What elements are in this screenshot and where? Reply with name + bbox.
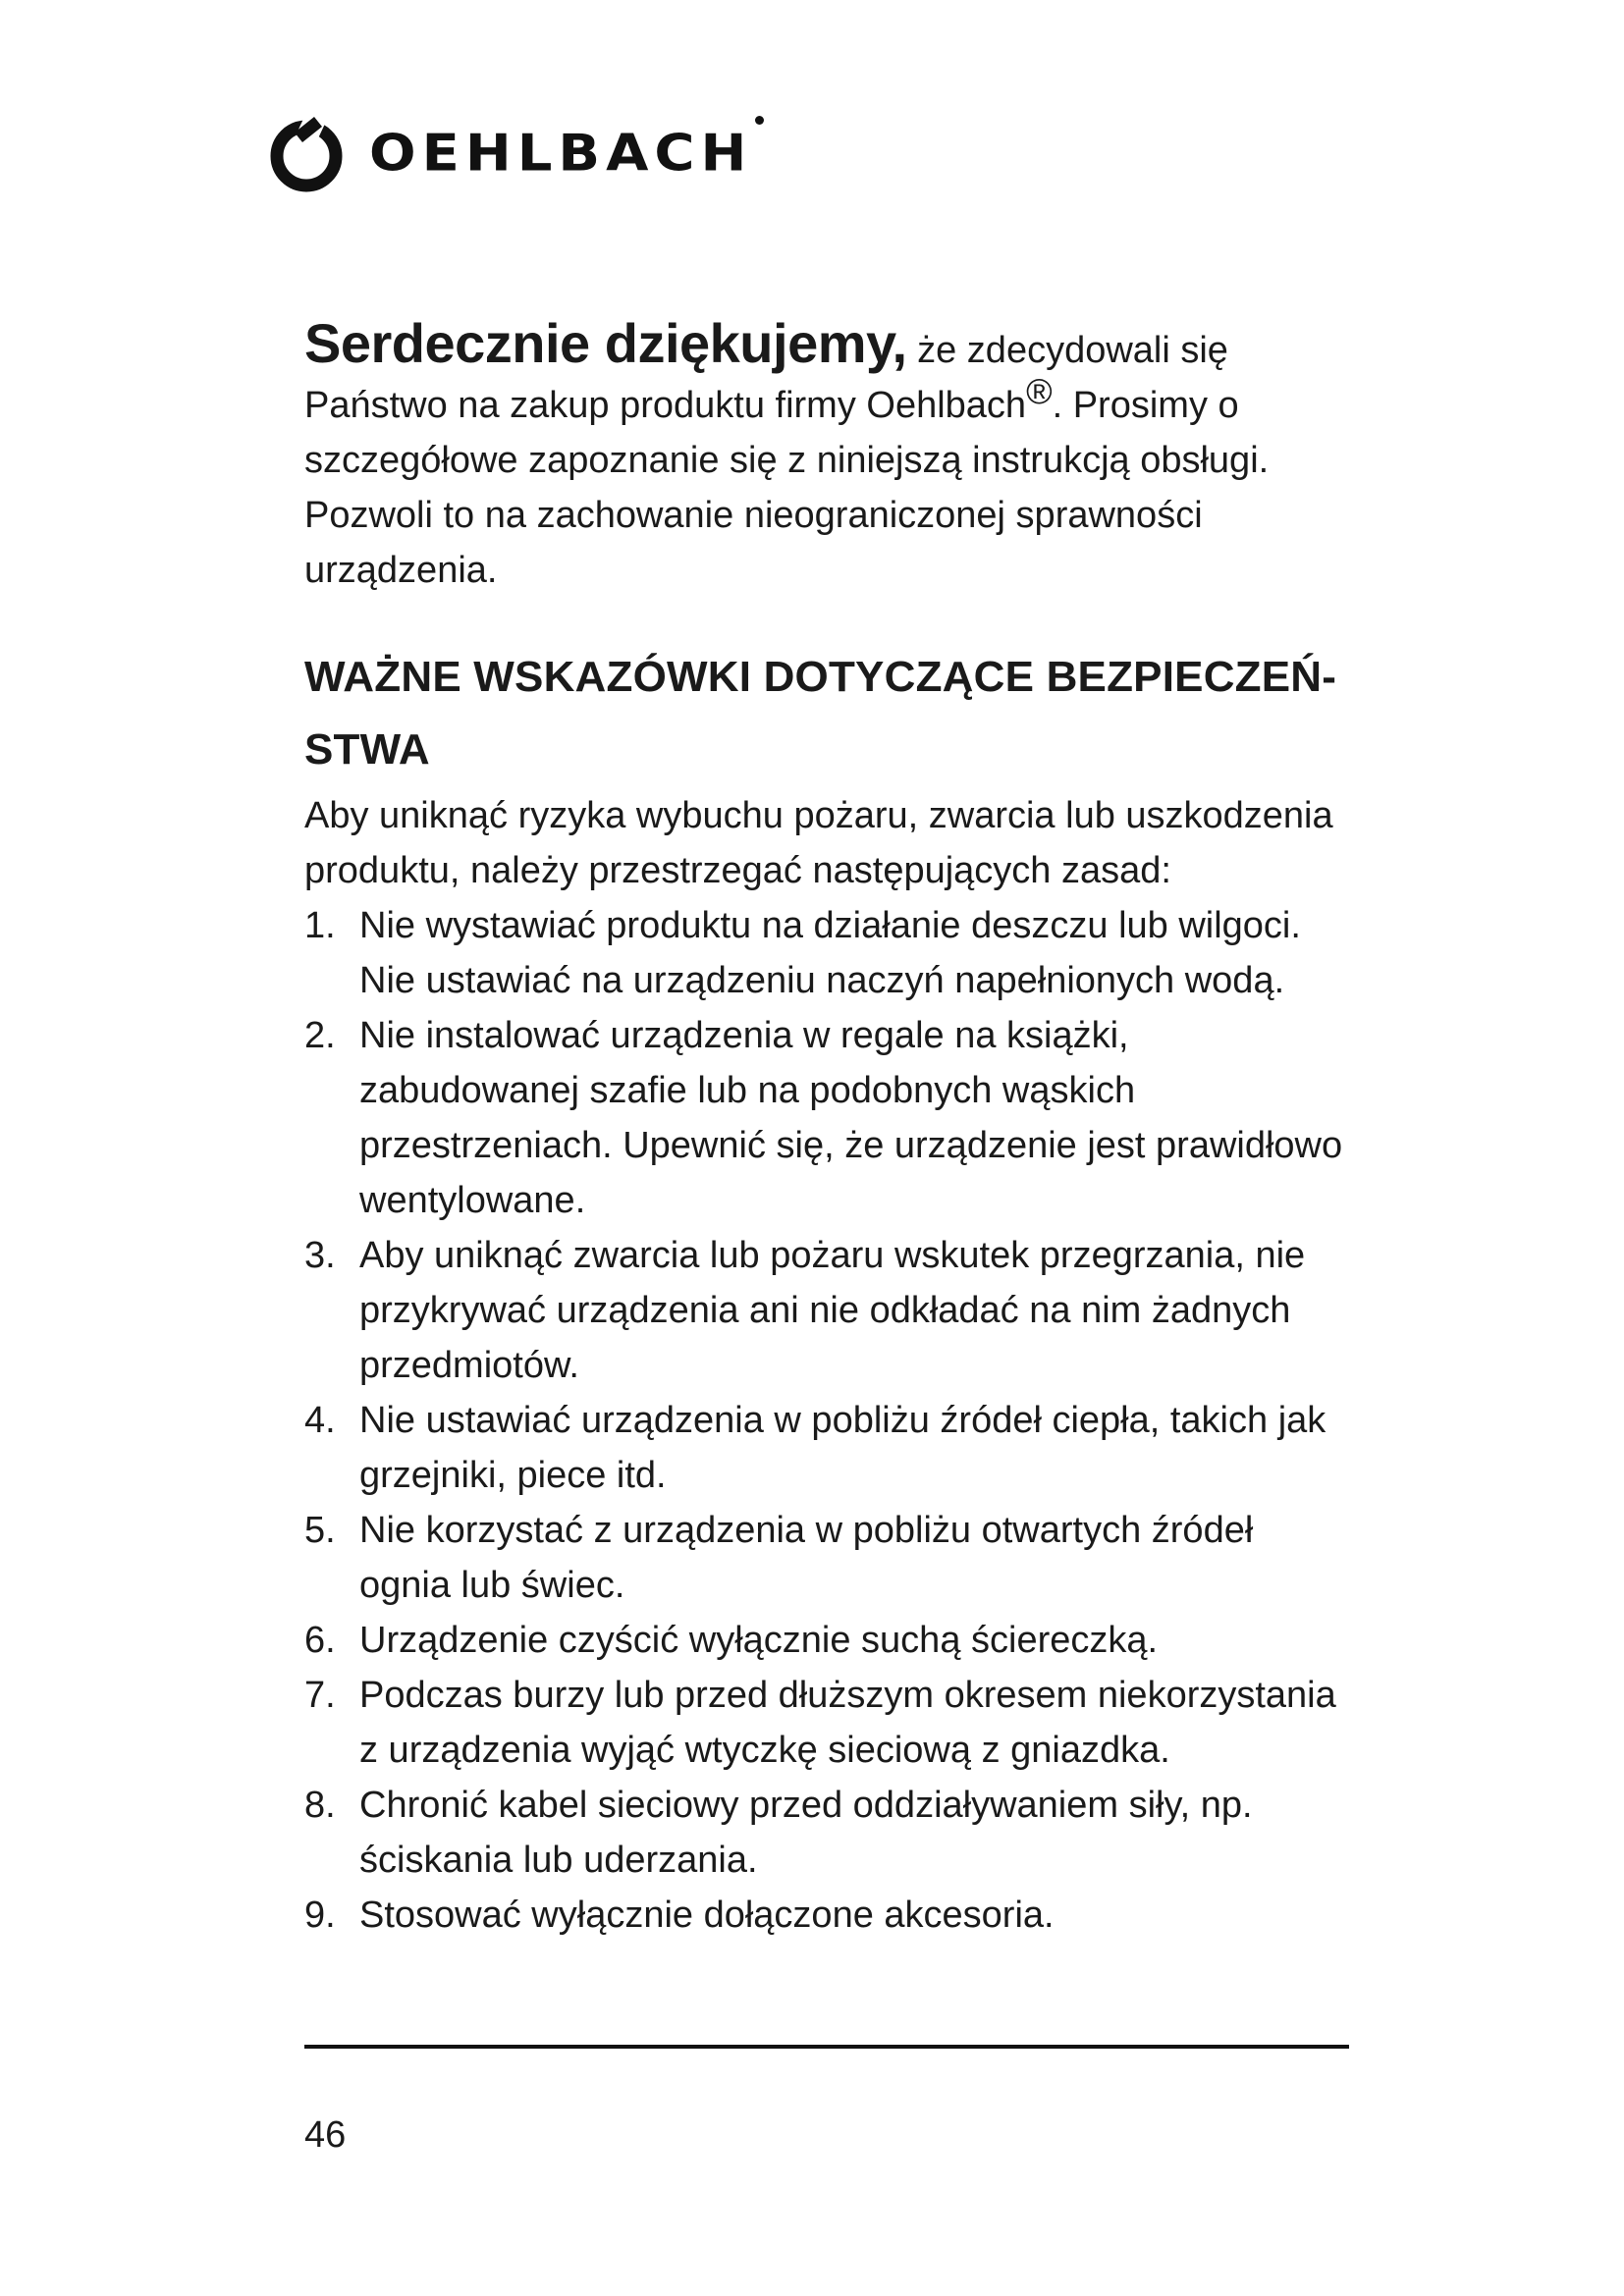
list-item-number: 4. [304,1400,336,1441]
safety-heading: WAŻNE WSKAZÓWKI DOTYCZĄCE BEZPIECZEŃ-STWA [304,653,1337,774]
footer-divider [304,2045,1349,2049]
list-item [304,898,1345,1008]
list-item-number: 7. [304,1675,336,1716]
list-item-number: 5. [304,1510,336,1551]
list-item-number: 3. [304,1235,336,1276]
list-item-number: 1. [304,905,336,946]
list-item-number: 6. [304,1620,336,1661]
brand-name: OEHLBACH [369,124,753,184]
list-item-text: Chronić kabel sieciowy przed oddziaływaniem siły, np. ściskania lub uderzania. [359,1785,1253,1881]
list-item [304,1503,1345,1613]
list-item-text: Nie korzystać z urządzenia w pobliżu otwartych źródeł ognia lub świec. [359,1510,1254,1606]
oehlbach-logo [265,110,752,198]
safety-list [304,898,1345,1943]
list-item-text: Nie ustawiać urządzenia w pobliżu źródeł ciepła, takich jak grzejniki, piece itd. [359,1400,1326,1496]
list-item [304,1008,1345,1228]
list-item-text: Stosować wyłącznie dołączone akcesoria. [359,1895,1055,1936]
list-item-text: Nie wystawiać produktu na działanie deszczu lub wilgoci. Nie ustawiać na urządzeniu naczyń napełnionych wodą. [359,905,1301,1001]
oehlbach-logo-icon [265,113,348,195]
list-item-text: Aby uniknąć zwarcia lub pożaru wskutek przegrzania, nie przykrywać urządzenia ani nie odkładać na nim żadnych przedmiotów. [359,1235,1306,1386]
intro-paragraph [304,312,1345,598]
list-item [304,1888,1345,1943]
list-item [304,1393,1345,1503]
list-item-text: Podczas burzy lub przed dłuższym okresem niekorzystania z urządzenia wyjąć wtyczkę sieciową z gniazdka. [359,1675,1336,1771]
document-body [304,312,1345,1943]
list-item-number: 8. [304,1785,336,1826]
list-item-text: Nie instalować urządzenia w regale na książki, zabudowanej szafie lub na podobnych wąskich przestrzeniach. Upewnić się, że urządzenie jest prawidłowo wentylowane. [359,1015,1343,1221]
intro-lead: Serdecznie dziękujemy, [304,312,907,374]
safety-lead: Aby uniknąć ryzyka wybuchu pożaru, zwarcia lub uszkodzenia produktu, należy przestrzegać następujących zasad: [304,795,1333,891]
list-item-text: Urządzenie czyścić wyłącznie suchą ściereczką. [359,1620,1159,1661]
list-item [304,1778,1345,1888]
intro-text-after-mark: . Prosimy o szczegółowe zapoznanie się z niniejszą instrukcją obsługi. Pozwoli to na zachowanie nieograniczonej sprawności urządzenia. [304,385,1270,591]
list-item [304,1668,1345,1778]
logo-registered-dot [755,116,764,125]
list-item-number: 2. [304,1015,336,1056]
list-item [304,1613,1345,1668]
list-item [304,1228,1345,1393]
registered-mark: ® [1026,371,1053,411]
page-number: 46 [304,2114,347,2156]
list-item-number: 9. [304,1895,336,1936]
intro-text-before-mark: że zdecydowali się Państwo na zakup produktu firmy Oehlbach [304,330,1228,426]
